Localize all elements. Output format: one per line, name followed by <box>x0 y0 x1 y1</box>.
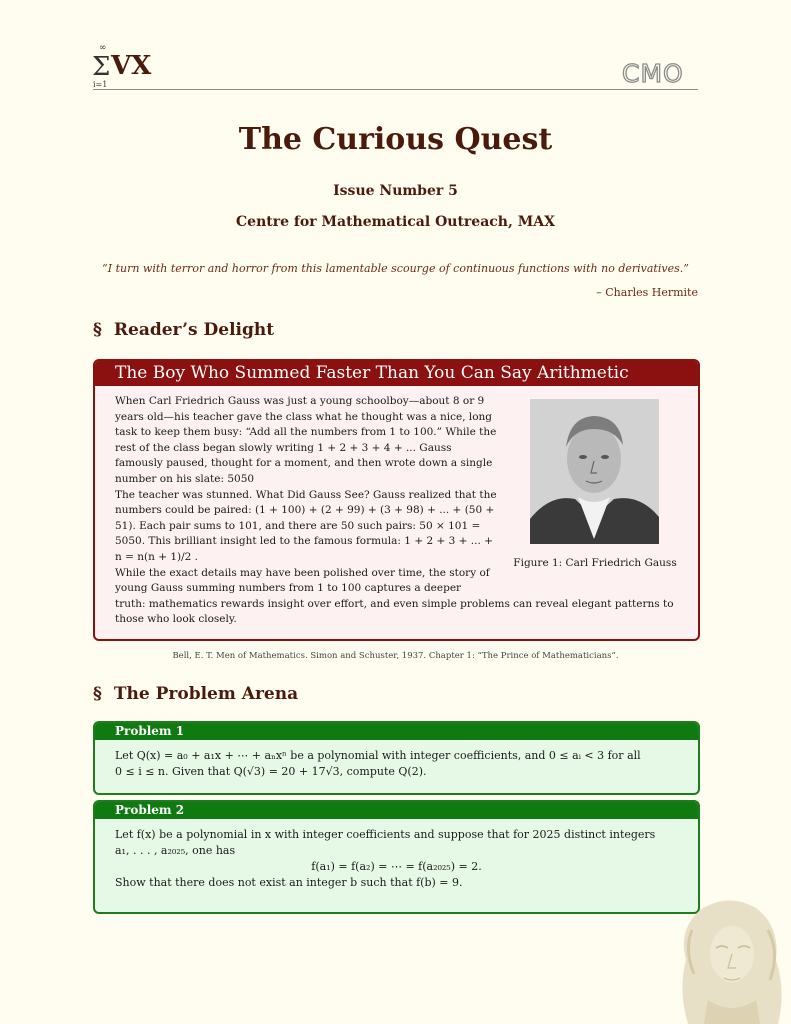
figure-caption: Figure 1: Carl Friedrich Gauss <box>513 557 677 569</box>
logo-letters: VX <box>111 51 152 81</box>
section-symbol: § <box>93 684 102 704</box>
problem-2-equation: f(a₁) = f(a₂) = ⋯ = f(a₂₀₂₅) = 2. <box>311 860 482 873</box>
header-rule <box>93 89 698 90</box>
section-readers-delight <box>93 320 274 340</box>
problem-2-body <box>95 819 698 891</box>
logo-lower-limit: i=1 <box>93 80 108 89</box>
paragraph-2: The teacher was stunned. What Did Gauss See? Gauss realized that the numbers could be paired: (1 + 100) + (2 + 99) + (3 + 98) + ... + (50 + 51). Each pair sums to 101, and there are 50 such pairs: 50 × 101 = 5050. This brilliant insight led to the famous formula: 1 + 2 + 3 + ... + n = n(n + 1)/2 . <box>115 488 497 563</box>
cmo-logo <box>622 58 702 86</box>
problem-1-line-1: Let Q(x) = a₀ + a₁x + ⋯ + aₙxⁿ be a polynomial with integer coefficients, and 0 ≤ aᵢ < 3 for all <box>115 749 641 762</box>
problem-2-line-1: Let f(x) be a polynomial in x with integer coefficients and suppose that for 2025 distinct integers <box>115 828 656 841</box>
quote-text: “I turn with terror and horror from this lamentable scourge of continuous functions with no derivatives.” <box>102 262 689 275</box>
gauss-portrait <box>530 399 659 544</box>
problem-2-box <box>93 800 700 914</box>
centre-name: Centre for Mathematical Outreach, MAX <box>236 214 555 230</box>
problem-2-title: Problem 2 <box>95 802 698 819</box>
problem-2-line-2: a₁, . . . , a₂₀₂₅, one has <box>115 844 236 857</box>
cmo-logo-text: CMO <box>622 59 684 86</box>
quote-author: – Charles Hermite <box>596 286 698 299</box>
problem-1-body <box>95 740 698 780</box>
reference-citation: Bell, E. T. Men of Mathematics. Simon and Schuster, 1937. Chapter 1: “The Prince of Mathematicians”. <box>172 651 619 661</box>
problem-2-line-3: Show that there does not exist an integer b such that f(b) = 9. <box>115 876 463 889</box>
issue-number: Issue Number 5 <box>333 183 458 199</box>
paragraph-3a: While the exact details may have been polished over time, the story of young Gauss summing numbers from 1 to 100 captures a deeper <box>115 566 490 595</box>
logo-upper-limit: ∞ <box>99 43 107 53</box>
section-title: Reader’s Delight <box>113 320 275 340</box>
problem-1-box <box>93 721 700 795</box>
page-title: The Curious Quest <box>238 122 553 157</box>
logo-sigma: Σ <box>92 52 111 82</box>
section-title: The Problem Arena <box>113 684 299 704</box>
problem-1-line-2: 0 ≤ i ≤ n. Given that Q(√3) = 20 + 17√3, compute Q(2). <box>115 765 427 778</box>
section-symbol: § <box>93 320 102 340</box>
newton-watermark <box>648 890 791 1024</box>
paragraph-1: When Carl Friedrich Gauss was just a young schoolboy—about 8 or 9 years old—his teacher gave the class what he thought was a nice, long task to keep them busy: “Add all the numbers from 1 to 100.” While the rest of the class began slowly writing 1 + 2 + 3 + 4 + ... Gauss famously paused, thought for a moment, and then wrote down a single number on his slate: 5050 <box>115 395 497 485</box>
paragraph-3b: truth: mathematics rewards insight over effort, and even simple problems can reveal elegant patterns to those who look closely. <box>115 597 674 626</box>
problem-1-title: Problem 1 <box>95 723 698 740</box>
svx-logo <box>90 42 160 90</box>
readers-delight-box <box>93 359 700 641</box>
readers-delight-box-title: The Boy Who Summed Faster Than You Can Say Arithmetic <box>95 361 698 386</box>
section-problem-arena <box>93 684 298 704</box>
